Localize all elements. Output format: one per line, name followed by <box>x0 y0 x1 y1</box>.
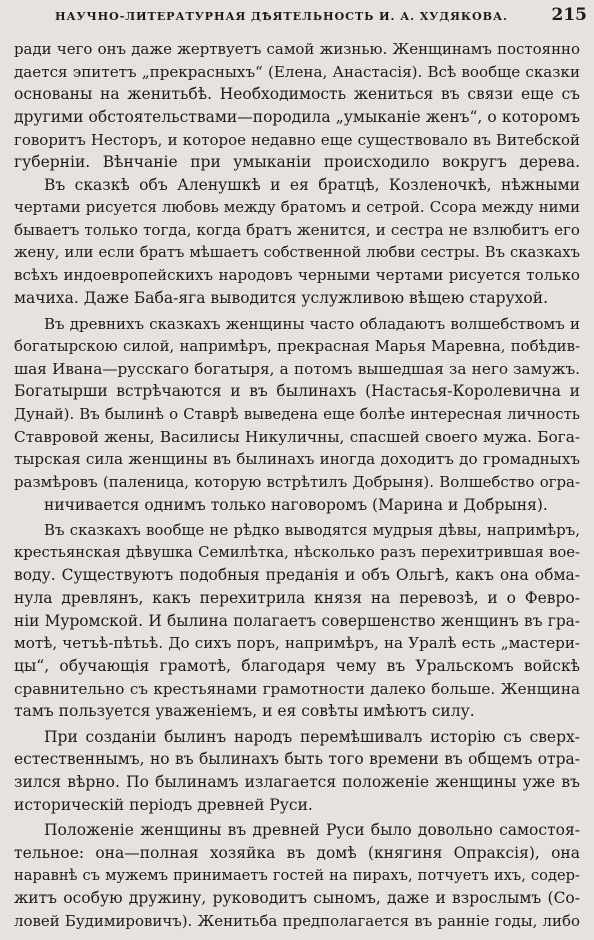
page-header <box>55 4 589 31</box>
paragraph <box>14 38 580 174</box>
paragraph <box>14 819 580 932</box>
paragraph <box>14 174 580 310</box>
paragraph <box>14 519 580 723</box>
text-line: воду. Существуютъ подобныя преданія и объ Ольгѣ, какъ она обма- <box>14 566 580 585</box>
text-line: жену, или если братъ мѣшаетъ собственной любви сестры. Въ сказкахъ <box>14 243 580 261</box>
text-line: При созданіи былинъ народъ перемѣшивалъ исторію съ сверх- <box>44 727 580 746</box>
text-line: тырская сила женщины въ былинахъ иногда доходитъ до громадныхъ <box>14 450 580 469</box>
text-line: мачиха. Даже Баба-яга выводится услужливою вѣщею старухой. <box>14 288 549 307</box>
text-line: размѣровъ (паленица, которую встрѣтилъ Добрыня). Волшебство огра- <box>14 472 580 491</box>
paragraph <box>14 313 580 517</box>
text-line: зился вѣрно. По былинамъ излагается положеніе женщины уже въ <box>14 773 580 791</box>
text-line: наравнѣ съ мужемъ принимаетъ гостей на пирахъ, потчуетъ ихъ, содер- <box>14 866 580 884</box>
page-number: 215 <box>551 5 587 25</box>
body-text <box>14 38 580 932</box>
text-line: бываетъ только тогда, когда братъ женится, и сестра не взлюбитъ его <box>14 221 580 239</box>
text-line: Дунай). Въ былинѣ о Ставрѣ выведена еще болѣе интересная личность <box>14 405 580 423</box>
text-line: другими обстоятельствами—породила „умыканіе женъ“, о которомъ <box>14 107 580 126</box>
text-line: шая Ивана—русскаго богатыря, а потомъ вышедшая за него замужъ. <box>14 359 580 378</box>
text-line: ніи Муромской. И былина полагаетъ совершенство женщинъ въ грa- <box>14 611 580 630</box>
text-line: нула древлянъ, какъ перехитрила князя на перевозѣ, и о Февро- <box>14 589 580 607</box>
text-line: богатырскою силой, напримѣръ, прекрасная Марья Маревна, побѣдив- <box>14 337 580 356</box>
text-line: Богатырши встрѣчаются и въ былинахъ (Настасья-Королевична и <box>14 382 580 401</box>
text-line: историческій періодъ древней Руси. <box>14 795 313 814</box>
text-line: говоритъ Несторъ, и которое недавно еще существовало въ Витебской <box>14 130 580 149</box>
text-line: Въ сказкѣ объ Аленушкѣ и ея братцѣ, Козленочкѣ, нѣжными <box>44 175 580 194</box>
running-head: НАУЧНО-ЛИТЕРАТУРНАЯ ДѢЯТЕЛЬНОСТЬ И. А. ХУДЯКОВА. <box>55 9 508 23</box>
text-line: Положеніе женщины въ древней Руси было довольно самостоя- <box>44 821 580 840</box>
text-line: ради чего онъ даже жертвуетъ самой жизнью. Женщинамъ постоянно <box>14 40 580 58</box>
text-line: естественнымъ, но въ былинахъ быть того времени въ общемъ отра- <box>14 750 580 769</box>
text-line: тельное: она—полная хозяйка въ домѣ (княгиня Опраксія), она <box>14 843 580 862</box>
text-line: Въ древнихъ сказкахъ женщины часто обладаютъ волшебствомъ и <box>44 314 580 333</box>
text-line: губерніи. Вѣнчаніе при умыканіи происходило вокругъ дерева. <box>14 153 580 172</box>
text-line: тамъ пользуется уваженіемъ, и ея совѣты имѣютъ силу. <box>14 702 475 721</box>
text-line: ловей Будимировичъ). Женитьба предполагается въ раннiе годы, либо <box>14 911 580 930</box>
text-line: чертами рисуется любовь между братомъ и сетрой. Ссора между ними <box>14 198 580 217</box>
text-line: основаны на женитьбѣ. Необходимость жениться въ связи еще съ <box>14 85 580 104</box>
text-line: всѣхъ индоевропейскихъ народовъ черными чертами рисуется только <box>14 266 580 285</box>
paragraph <box>14 726 580 817</box>
text-line: дается эпитетъ „прекрасныхъ“ (Елена, Анастасія). Всѣ вообще сказки <box>14 62 580 81</box>
text-line: Ставровой жены, Василисы Никуличны, спасшей своего мужа. Бога- <box>14 427 580 446</box>
text-line: мотѣ, четъѣ-пѣтьѣ. До сихъ поръ, напримѣръ, на Уралѣ есть „мастери- <box>14 634 580 653</box>
text-line: житъ особую дружину, руководитъ сыномъ, даже и взрослымъ (Со- <box>14 889 580 908</box>
text-line: сравнительно съ крестьянами грамотности далеко больше. Женщина <box>14 679 580 698</box>
text-line: цы“, обучающія грамотѣ, благодаря чему въ Уральскомъ войскѣ <box>14 656 580 675</box>
text-line: Въ сказкахъ вообще не рѣдко выводятся мудрыя дѣвы, напримѣръ, <box>44 521 580 540</box>
text-line: крестьянская дѣвушка Семилѣтка, нѣсколько разъ перехитрившая вое- <box>14 543 580 561</box>
text-line: ничивается однимъ только наговоромъ (Марина и Добрыня). <box>44 495 548 514</box>
